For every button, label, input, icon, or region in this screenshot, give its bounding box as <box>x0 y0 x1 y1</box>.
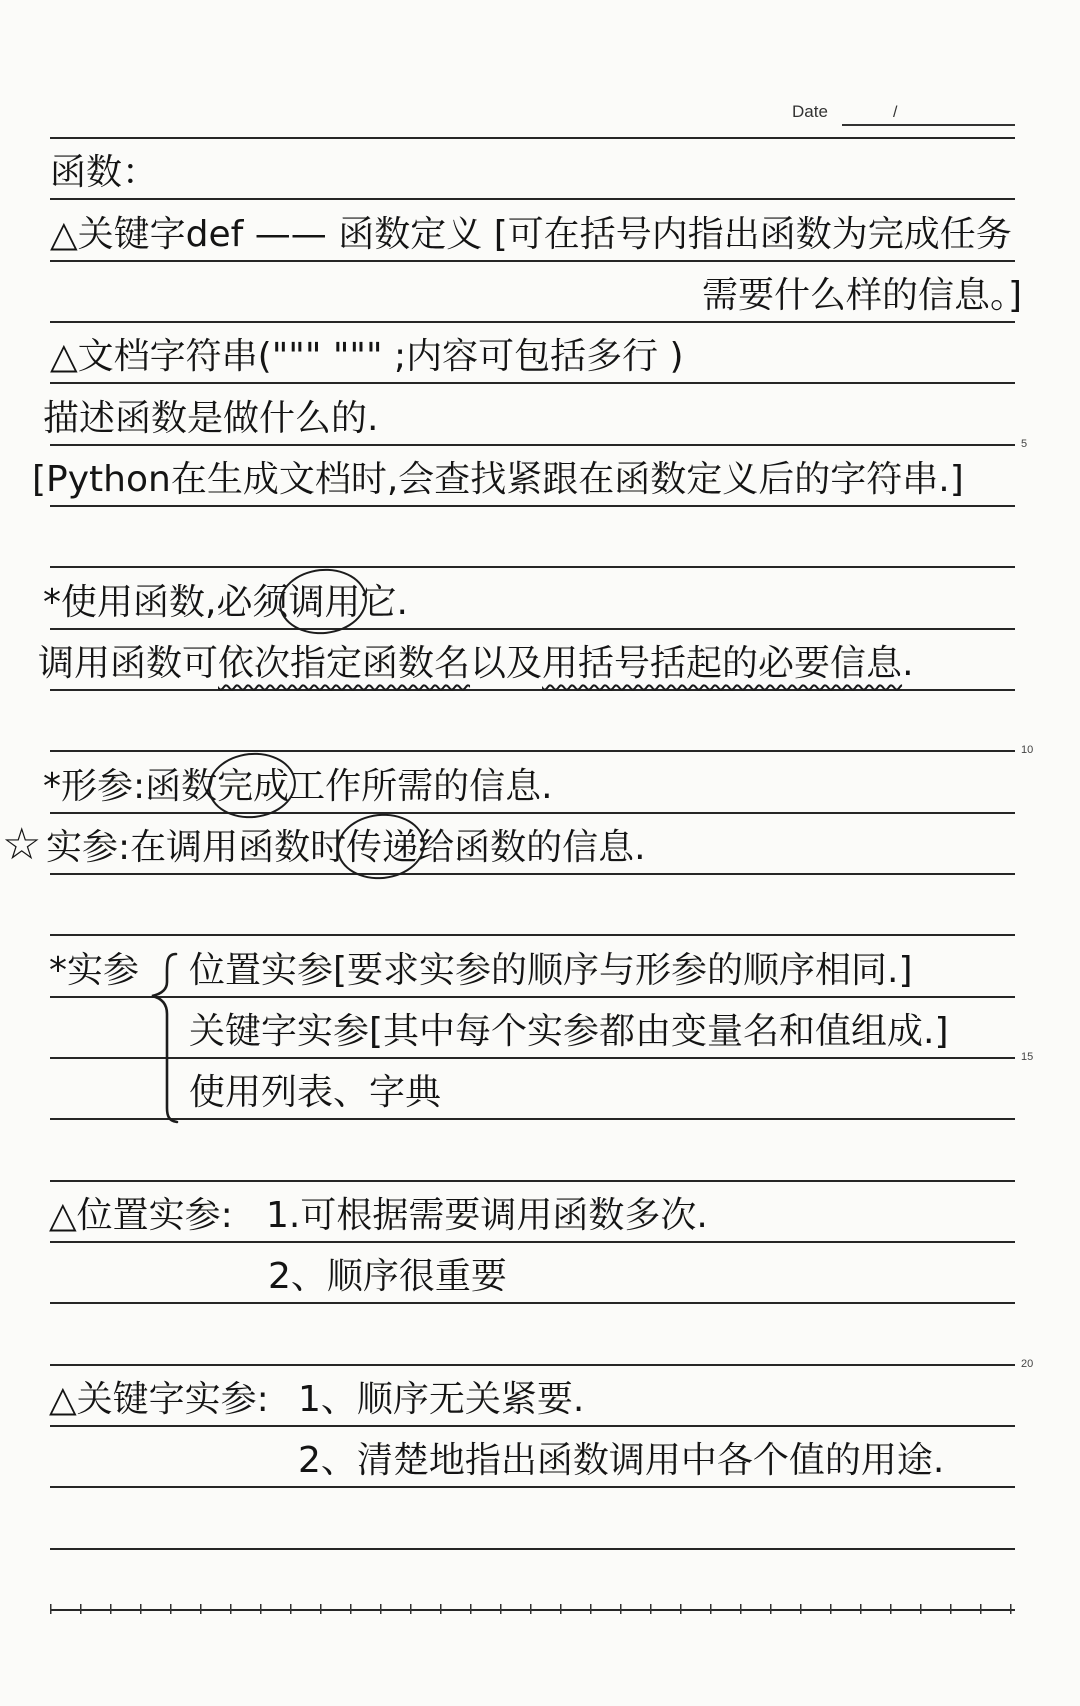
ruled-line <box>50 750 1015 752</box>
ruled-line <box>50 1548 1015 1550</box>
note-title: 函数： <box>50 152 159 193</box>
ruled-line <box>50 1057 1015 1059</box>
keyword-args-label: △关键字实参: <box>49 1379 269 1420</box>
call-function-line <box>43 581 408 625</box>
ruled-line <box>50 628 1015 630</box>
circled-word: 调用 <box>288 582 361 623</box>
date-label: Date <box>792 102 828 121</box>
parameter-definition-line <box>43 765 553 809</box>
ruled-line <box>50 934 1015 936</box>
ruled-line <box>50 873 1015 875</box>
def-keyword-line: △关键字def —— 函数定义 [可在括号内指出函数为完成任务 <box>50 214 1012 255</box>
underlined-phrase: 用括号括起的必要信息 <box>542 643 903 684</box>
ruled-line <box>50 1241 1015 1243</box>
ruled-line <box>50 321 1015 323</box>
underlined-phrase: 依次指定函数名 <box>218 643 471 684</box>
bottom-tick-marks <box>50 1604 1015 1614</box>
ruled-line <box>50 1425 1015 1427</box>
ruled-line <box>50 198 1015 200</box>
margin-line-number: 15 <box>1021 1051 1034 1063</box>
docstring-description: 描述函数是做什么的. <box>43 398 379 439</box>
ruled-line <box>50 382 1015 384</box>
ruled-line <box>50 505 1015 507</box>
margin-line-number: 10 <box>1021 744 1034 756</box>
star-mark: ☆ <box>2 819 42 870</box>
ruled-line <box>50 1302 1015 1304</box>
argument-text: 实参:在调用函数时 <box>46 827 347 868</box>
ruled-line <box>50 996 1015 998</box>
def-keyword-line-continued: 需要什么样的信息。] <box>702 275 1023 316</box>
argument-text: 给函数的信息. <box>418 827 646 868</box>
argument-types-label: *实参 <box>49 950 140 991</box>
docstring-note: [Python在生成文档时,会查找紧跟在函数定义后的字符串.] <box>32 459 964 500</box>
call-detail-text: 调用函数可 <box>38 643 219 684</box>
date-separator: / <box>893 104 898 121</box>
positional-args-point: 2、顺序很重要 <box>268 1256 507 1297</box>
ruled-line <box>50 566 1015 568</box>
call-function-detail-line <box>38 642 914 686</box>
date-underline <box>842 124 1015 126</box>
ruled-line <box>50 1118 1015 1120</box>
argument-definition-line <box>46 826 646 870</box>
call-line-text: *使用函数,必须 <box>43 582 289 623</box>
margin-line-number: 20 <box>1021 1358 1034 1370</box>
ruled-line <box>50 137 1015 139</box>
ruled-line <box>50 812 1015 814</box>
ruled-line <box>50 1180 1015 1182</box>
ruled-line <box>50 444 1015 446</box>
ruled-line <box>50 689 1015 691</box>
call-detail-text: . <box>902 643 914 684</box>
positional-args-point: 1.可根据需要调用函数多次. <box>266 1195 708 1236</box>
ruled-line <box>50 260 1015 262</box>
parameter-text: *形参:函数 <box>43 766 218 807</box>
positional-args-label: △位置实参: <box>49 1195 233 1236</box>
parameter-text: 工作所需的信息. <box>289 766 553 807</box>
argument-type-item: 关键字实参[其中每个实参都由变量名和值组成.] <box>189 1011 949 1052</box>
ruled-line <box>50 1364 1015 1366</box>
margin-line-number: 5 <box>1021 438 1028 450</box>
argument-type-item: 使用列表、字典 <box>189 1072 442 1113</box>
argument-type-item: 位置实参[要求实参的顺序与形参的顺序相同.] <box>189 950 913 991</box>
circled-word: 传递 <box>346 827 419 868</box>
ruled-line <box>50 1486 1015 1488</box>
curly-brace <box>146 950 182 1126</box>
circled-word: 完成 <box>217 766 290 807</box>
keyword-args-point: 2、清楚地指出函数调用中各个值的用途. <box>298 1440 945 1481</box>
call-detail-text: 以及 <box>470 643 543 684</box>
keyword-args-point: 1、顺序无关紧要. <box>298 1379 585 1420</box>
call-line-text: 它. <box>360 582 408 623</box>
docstring-line: △文档字符串(""" """ ;内容可包括多行 ) <box>50 336 684 377</box>
